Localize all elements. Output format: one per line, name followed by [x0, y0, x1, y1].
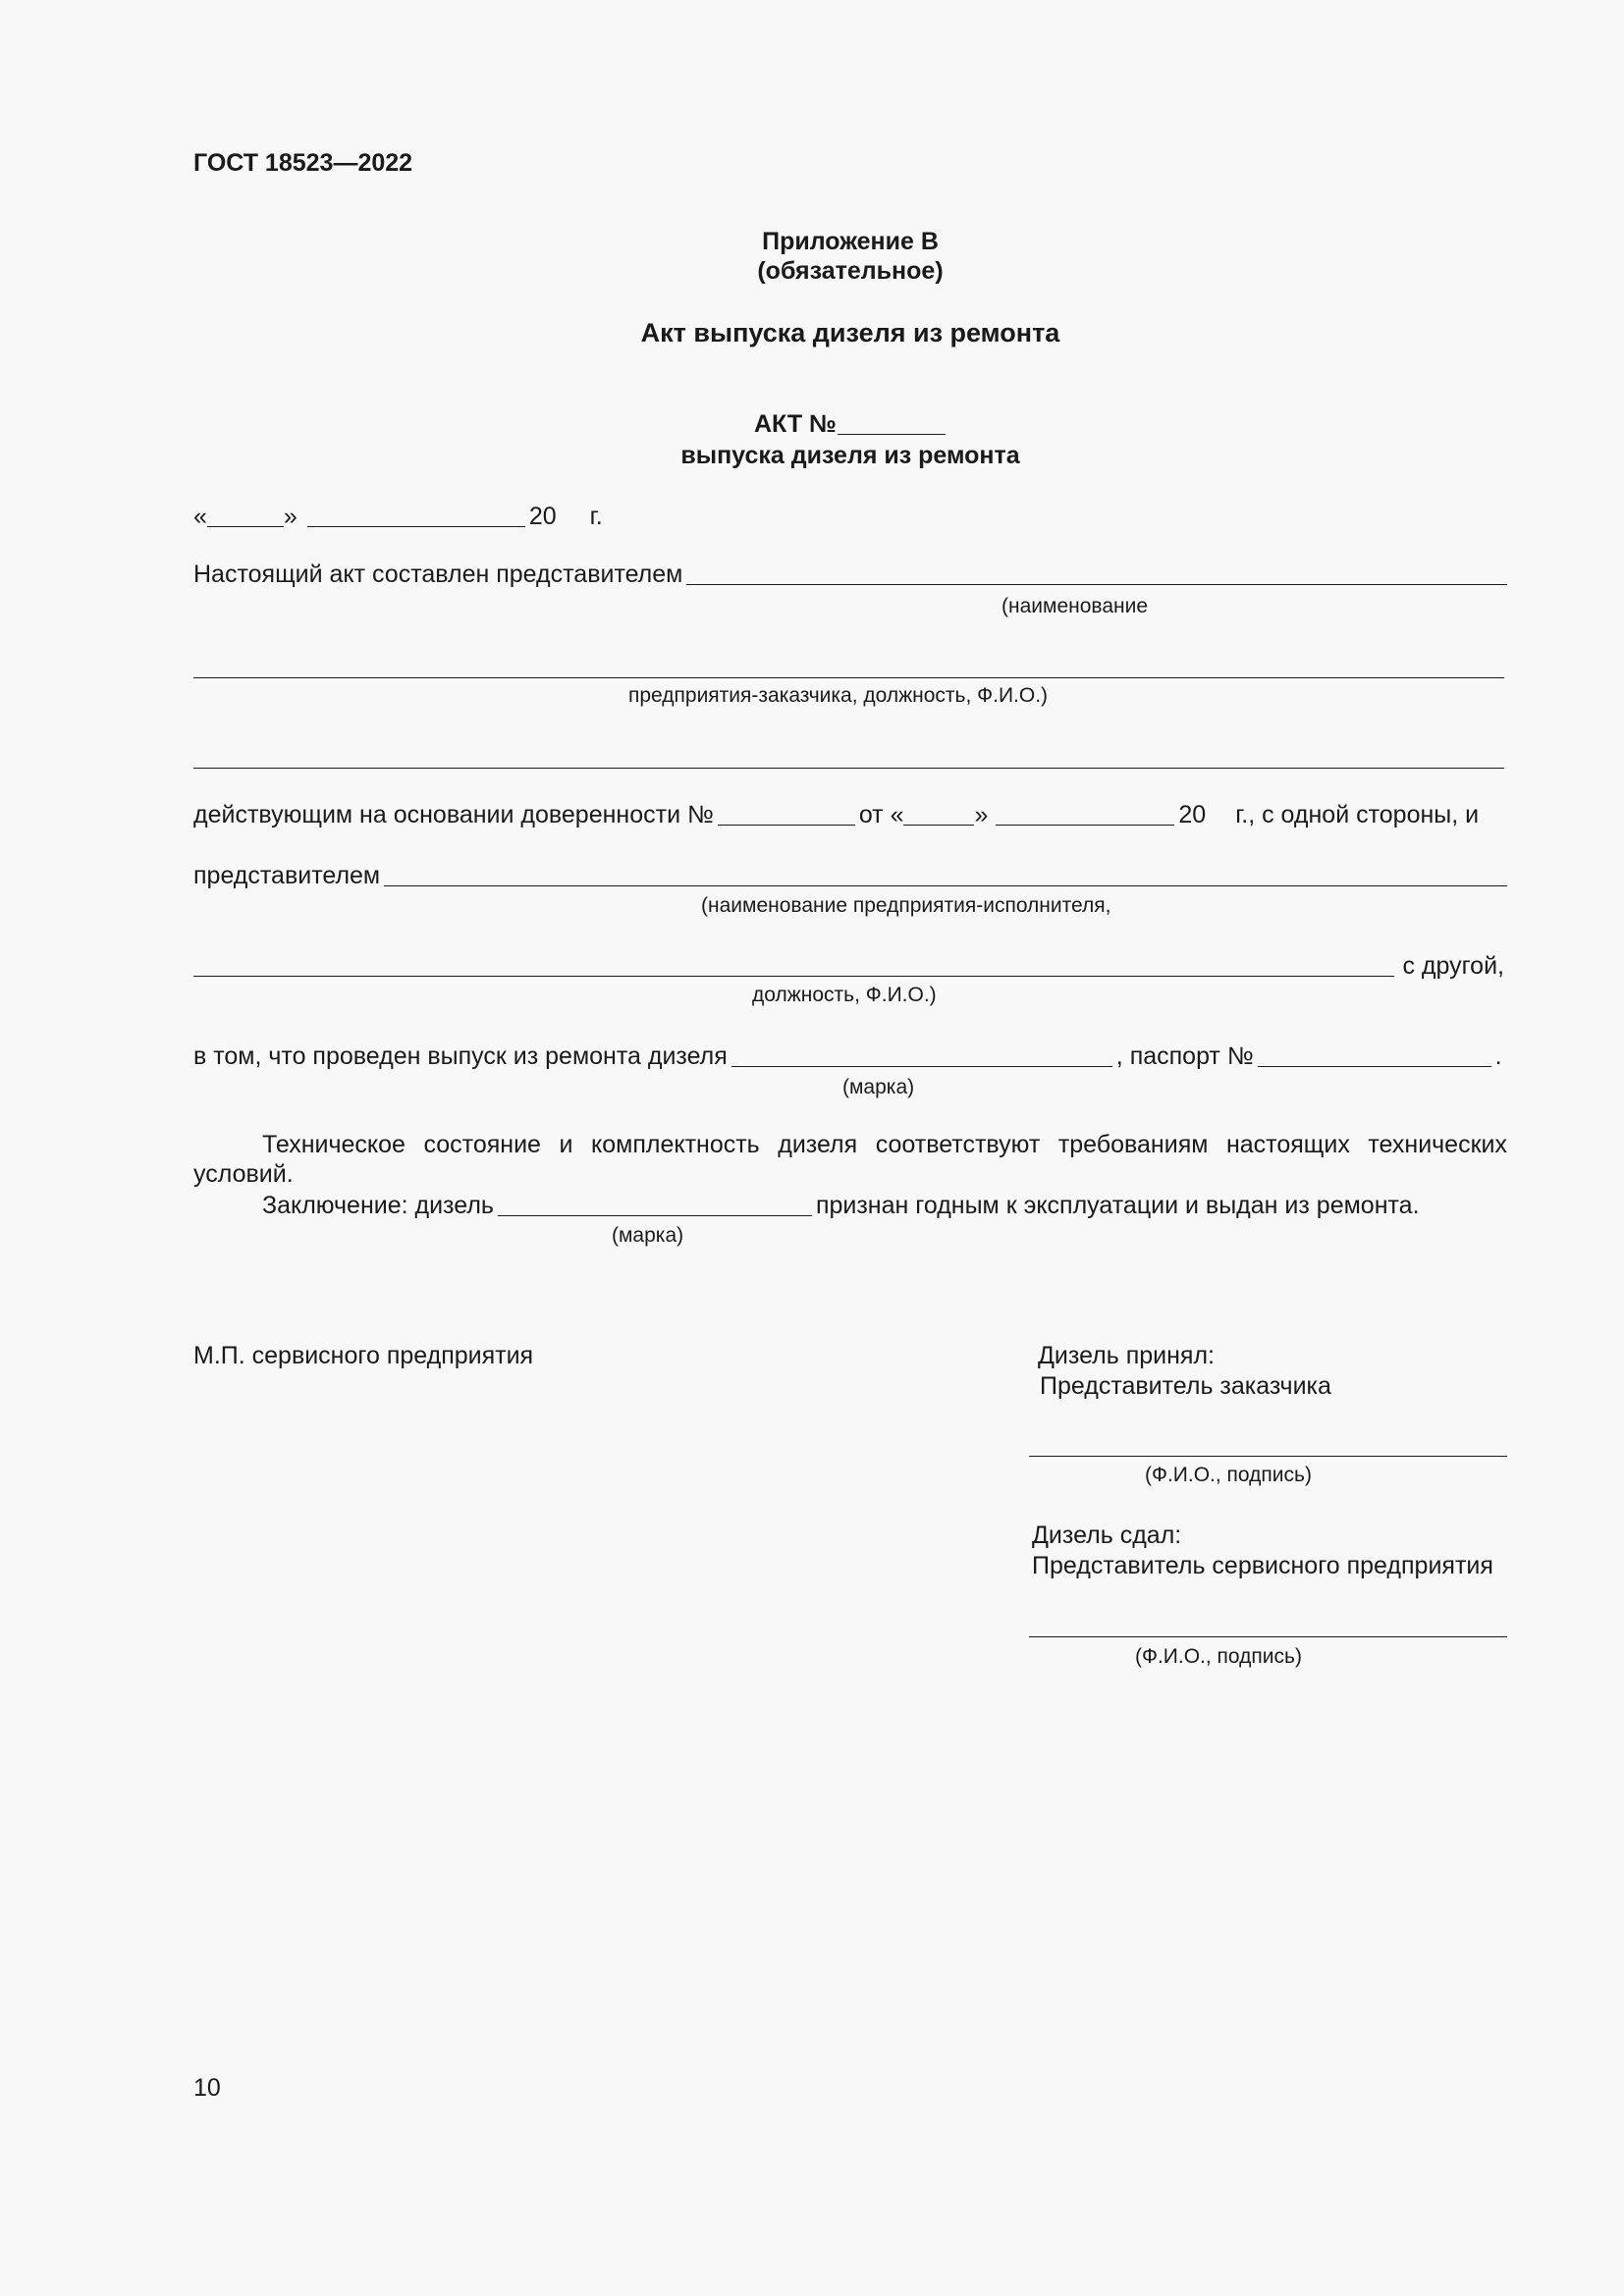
appendix-title: Приложение В	[762, 228, 939, 255]
contractor-line-2	[193, 951, 1504, 981]
contractor-name-field[interactable]	[384, 885, 1507, 886]
handed-signature-line[interactable]	[1029, 1636, 1507, 1637]
date-close-quote: »	[283, 503, 298, 530]
caption-brand: (марка)	[842, 1076, 915, 1098]
handed-caption: (Ф.И.О., подпись)	[1135, 1645, 1302, 1668]
poa-from: от «	[858, 801, 904, 828]
poa-month-field[interactable]	[996, 825, 1174, 826]
standard-code: ГОСТ 18523—2022	[193, 149, 413, 177]
accepted-title: Дизель принял:	[1038, 1342, 1215, 1369]
contractor-label: представителем	[193, 862, 381, 889]
act-number	[754, 409, 949, 439]
date-open-quote: «	[193, 503, 207, 530]
release-end: .	[1494, 1042, 1502, 1070]
date-year-prefix: 20	[528, 503, 557, 530]
caption-name: (наименование	[1001, 595, 1148, 617]
release-label: в том, что проведен выпуск из ремонта дизеля	[193, 1042, 728, 1070]
day-field[interactable]	[207, 526, 284, 527]
accepted-signature-line[interactable]	[1029, 1456, 1507, 1457]
poa-year-prefix: 20	[1178, 801, 1207, 828]
conclusion-brand-field[interactable]	[498, 1215, 812, 1216]
contractor-line	[193, 861, 1507, 890]
poa-label: действующим на основании доверенности №	[193, 801, 714, 828]
representative-label: Настоящий акт составлен представителем	[193, 561, 683, 588]
customer-name-line-2[interactable]	[193, 677, 1504, 678]
conclusion-label: Заключение: дизель	[262, 1192, 494, 1219]
stamp-label: М.П. сервисного предприятия	[193, 1342, 534, 1369]
page-number: 10	[193, 2074, 221, 2102]
other-side-label: с другой,	[1402, 952, 1504, 980]
contractor-position-field[interactable]	[193, 976, 1394, 977]
act-number-field[interactable]	[838, 434, 946, 435]
caption-customer: предприятия-заказчика, должность, Ф.И.О.)	[628, 684, 1049, 707]
technical-condition-paragraph: Техническое состояние и комплектность дизеля соответствуют требованиям настоящих технических условий.	[193, 1131, 1507, 1188]
accepted-role: Представитель заказчика	[1040, 1372, 1331, 1400]
passport-label: , паспорт №	[1115, 1042, 1254, 1070]
poa-day-field[interactable]	[903, 825, 974, 826]
appendix-status: (обязательное)	[757, 257, 944, 285]
appendix-heading: Акт выпуска дизеля из ремонта	[640, 318, 1060, 347]
poa-one-side: г., с одной стороны, и	[1235, 801, 1480, 828]
date-year-suffix: г.	[589, 503, 603, 530]
release-line	[193, 1041, 1502, 1071]
act-number-label: АКТ №	[754, 410, 838, 438]
act-subtitle: выпуска дизеля из ремонта	[680, 442, 1020, 469]
poa-number-field[interactable]	[718, 825, 855, 826]
customer-name-line-3[interactable]	[193, 768, 1504, 769]
date-line	[193, 502, 603, 531]
month-field[interactable]	[307, 526, 525, 527]
conclusion-line	[262, 1191, 1420, 1220]
customer-name-field[interactable]	[686, 584, 1507, 585]
power-of-attorney-line	[193, 800, 1507, 829]
caption-contractor: (наименование предприятия-исполнителя,	[701, 894, 1111, 917]
representative-line	[193, 560, 1507, 589]
poa-close-quote: »	[974, 801, 989, 828]
caption-position: должность, Ф.И.О.)	[752, 984, 937, 1006]
handed-title: Дизель сдал:	[1032, 1522, 1182, 1549]
handed-role: Представитель сервисного предприятия	[1032, 1552, 1493, 1579]
accepted-caption: (Ф.И.О., подпись)	[1145, 1464, 1312, 1486]
passport-number-field[interactable]	[1258, 1066, 1491, 1067]
conclusion-text: признан годным к эксплуатации и выдан из ремонта.	[815, 1192, 1420, 1219]
diesel-brand-field[interactable]	[731, 1066, 1112, 1067]
caption-brand-2: (марка)	[612, 1224, 684, 1247]
